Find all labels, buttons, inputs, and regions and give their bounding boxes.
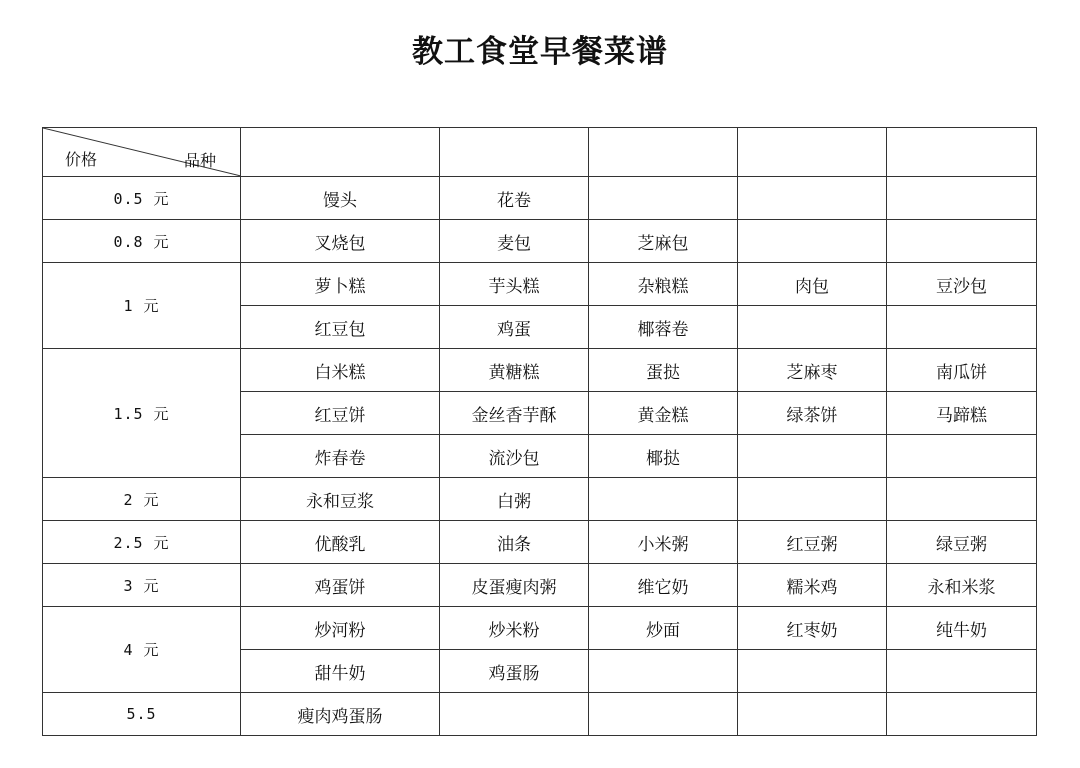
header-cell (440, 128, 589, 177)
empty-cell (738, 177, 887, 220)
menu-item-cell: 白粥 (440, 478, 589, 521)
menu-item-cell: 杂粮糕 (589, 263, 738, 306)
menu-item-cell: 永和豆浆 (241, 478, 440, 521)
price-cell: 1.5 元 (43, 349, 241, 478)
price-cell: 3 元 (43, 564, 241, 607)
menu-item-cell: 椰挞 (589, 435, 738, 478)
menu-item-cell: 红豆包 (241, 306, 440, 349)
menu-table (42, 127, 1037, 736)
table-row (43, 521, 1037, 564)
menu-item-cell: 麦包 (440, 220, 589, 263)
menu-item-cell: 油条 (440, 521, 589, 564)
table-row (43, 177, 1037, 220)
table-row (43, 693, 1037, 736)
menu-item-cell: 炸春卷 (241, 435, 440, 478)
menu-item-cell: 甜牛奶 (241, 650, 440, 693)
empty-cell (589, 693, 738, 736)
diagonal-header-cell (43, 128, 241, 177)
empty-cell (738, 306, 887, 349)
price-cell: 2 元 (43, 478, 241, 521)
menu-item-cell: 肉包 (738, 263, 887, 306)
menu-item-cell: 小米粥 (589, 521, 738, 564)
menu-item-cell: 红豆粥 (738, 521, 887, 564)
empty-cell (589, 650, 738, 693)
menu-item-cell: 炒米粉 (440, 607, 589, 650)
page-title: 教工食堂早餐菜谱 (412, 34, 668, 70)
empty-cell (738, 435, 887, 478)
menu-item-cell: 鸡蛋肠 (440, 650, 589, 693)
menu-item-cell: 优酸乳 (241, 521, 440, 564)
empty-cell (887, 306, 1037, 349)
header-cell (589, 128, 738, 177)
price-header-label: 价格 (65, 150, 98, 169)
menu-item-cell: 红豆饼 (241, 392, 440, 435)
menu-item-cell: 绿茶饼 (738, 392, 887, 435)
menu-item-cell: 马蹄糕 (887, 392, 1037, 435)
price-cell: 4 元 (43, 607, 241, 693)
menu-item-cell: 流沙包 (440, 435, 589, 478)
menu-item-cell: 南瓜饼 (887, 349, 1037, 392)
menu-item-cell: 花卷 (440, 177, 589, 220)
table-row (43, 349, 1037, 392)
price-cell: 0.8 元 (43, 220, 241, 263)
empty-cell (589, 478, 738, 521)
menu-item-cell: 永和米浆 (887, 564, 1037, 607)
menu-item-cell: 金丝香芋酥 (440, 392, 589, 435)
header-row (43, 128, 1037, 177)
empty-cell (887, 177, 1037, 220)
menu-item-cell: 瘦肉鸡蛋肠 (241, 693, 440, 736)
menu-item-cell: 鸡蛋饼 (241, 564, 440, 607)
menu-item-cell: 鸡蛋 (440, 306, 589, 349)
header-cell (738, 128, 887, 177)
menu-table-body (43, 128, 1037, 736)
empty-cell (887, 478, 1037, 521)
menu-item-cell: 绿豆粥 (887, 521, 1037, 564)
menu-item-cell: 叉烧包 (241, 220, 440, 263)
menu-item-cell: 糯米鸡 (738, 564, 887, 607)
price-cell: 1 元 (43, 263, 241, 349)
menu-item-cell: 炒河粉 (241, 607, 440, 650)
price-cell: 0.5 元 (43, 177, 241, 220)
menu-item-cell: 馒头 (241, 177, 440, 220)
menu-item-cell: 白米糕 (241, 349, 440, 392)
table-row (43, 564, 1037, 607)
menu-item-cell: 维它奶 (589, 564, 738, 607)
empty-cell (887, 650, 1037, 693)
menu-item-cell: 皮蛋瘦肉粥 (440, 564, 589, 607)
empty-cell (738, 693, 887, 736)
menu-item-cell: 芋头糕 (440, 263, 589, 306)
empty-cell (887, 220, 1037, 263)
empty-cell (738, 220, 887, 263)
empty-cell (738, 650, 887, 693)
menu-item-cell: 椰蓉卷 (589, 306, 738, 349)
table-row (43, 220, 1037, 263)
empty-cell (738, 478, 887, 521)
empty-cell (887, 693, 1037, 736)
table-row (43, 263, 1037, 306)
menu-item-cell: 纯牛奶 (887, 607, 1037, 650)
table-row (43, 607, 1037, 650)
empty-cell (887, 435, 1037, 478)
table-row (43, 478, 1037, 521)
menu-item-cell: 芝麻包 (589, 220, 738, 263)
header-cell (241, 128, 440, 177)
price-cell: 5.5 (43, 693, 241, 736)
menu-item-cell: 芝麻枣 (738, 349, 887, 392)
menu-item-cell: 蛋挞 (589, 349, 738, 392)
empty-cell (440, 693, 589, 736)
menu-item-cell: 黄糖糕 (440, 349, 589, 392)
menu-item-cell: 萝卜糕 (241, 263, 440, 306)
price-cell: 2.5 元 (43, 521, 241, 564)
empty-cell (589, 177, 738, 220)
menu-item-cell: 黄金糕 (589, 392, 738, 435)
item-header-label: 品种 (183, 151, 216, 170)
header-cell (887, 128, 1037, 177)
menu-item-cell: 炒面 (589, 607, 738, 650)
menu-item-cell: 豆沙包 (887, 263, 1037, 306)
menu-item-cell: 红枣奶 (738, 607, 887, 650)
